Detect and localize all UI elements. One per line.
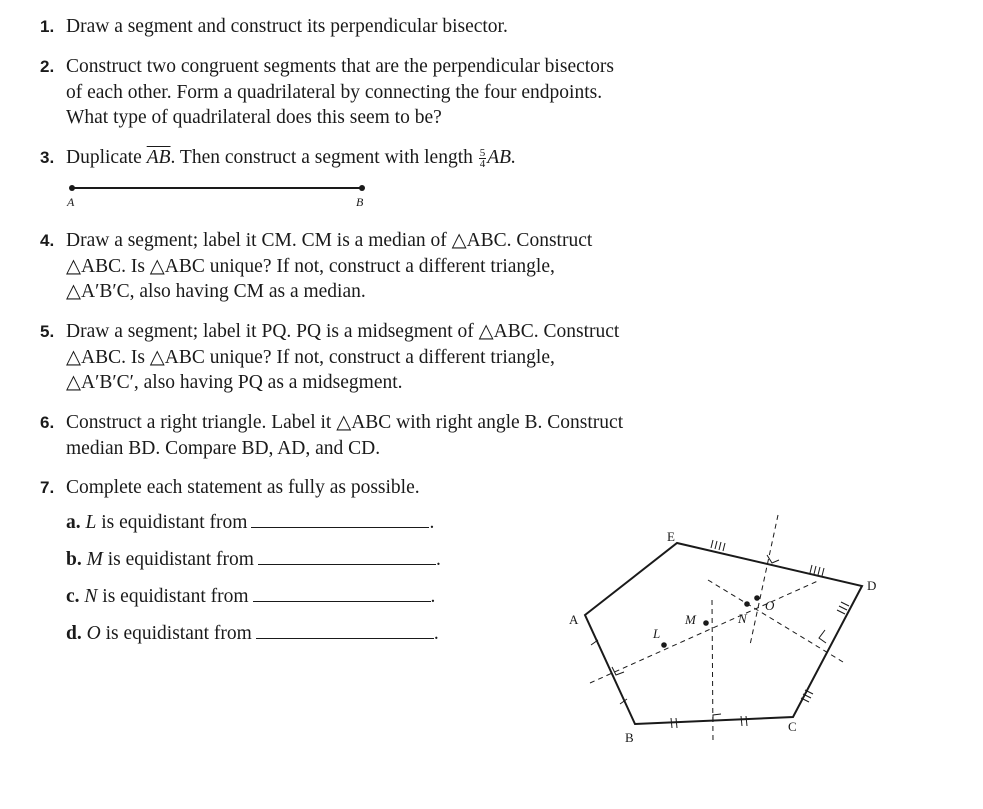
problem-4 — [40, 228, 592, 305]
problem-number: 3. — [40, 148, 55, 167]
segment-ab — [72, 187, 362, 189]
segment-name: $\overline{AB}$ — [146, 147, 171, 168]
vertex-a: A — [569, 612, 579, 627]
bisector-line — [708, 580, 843, 662]
problem-text: Draw a segment; label it CM. CM is a median of △ABC. Construct — [66, 230, 593, 251]
answer-blank[interactable] — [251, 526, 429, 528]
problem-text: Construct two congruent segments that are the perpendicular bisectors — [66, 56, 614, 77]
point-n — [744, 601, 750, 607]
statement-var: N — [84, 586, 98, 607]
vertex-e: E — [667, 529, 675, 544]
problem-6 — [40, 410, 623, 461]
problem-1 — [40, 14, 508, 40]
statement-end: . — [435, 549, 441, 570]
label-m: M — [685, 612, 696, 627]
pentagon — [585, 543, 862, 724]
statement-end: . — [430, 586, 436, 607]
problem-text: . Then construct a segment with length — [170, 147, 478, 168]
problem-text: AB. — [487, 147, 516, 168]
statement-letter: b. — [66, 549, 82, 570]
statement-var: M — [86, 549, 103, 570]
point-l — [661, 642, 667, 648]
problem-number: 2. — [40, 57, 55, 76]
problem-2 — [40, 54, 614, 131]
point-b — [359, 185, 365, 191]
point-m — [703, 620, 709, 626]
statement-end: . — [429, 512, 435, 533]
problem-7 — [40, 475, 420, 501]
problem-3 — [40, 145, 516, 171]
right-angle-mark — [819, 630, 826, 643]
vertex-c: C — [788, 719, 797, 734]
statement-end: . — [433, 623, 439, 644]
answer-blank[interactable] — [256, 637, 434, 639]
problem-text: Duplicate — [66, 147, 147, 168]
statement-letter: c. — [66, 586, 80, 607]
problem-number: 4. — [40, 231, 55, 250]
statement-text: is equidistant from — [97, 586, 249, 607]
problem-number: 5. — [40, 322, 55, 341]
problem-number: 1. — [40, 17, 55, 36]
statement-var: L — [85, 512, 97, 533]
statement-letter: a. — [66, 512, 81, 533]
label-a: A — [67, 195, 75, 209]
tick-mark — [711, 540, 725, 551]
bisector-line — [750, 515, 778, 645]
bisector-line — [590, 580, 820, 683]
right-angle-mark — [767, 555, 779, 563]
fraction — [479, 148, 487, 169]
problem-text: Construct a right triangle. Label it △ABC with right angle B. Construct — [66, 412, 624, 433]
fraction-denominator: 4 — [479, 158, 486, 171]
fraction-numerator: 5 — [479, 147, 486, 160]
tick-mark — [741, 716, 747, 726]
problem-text: △ABC. Is △ABC unique? If not, construct a different triangle, — [66, 255, 555, 277]
answer-blank[interactable] — [253, 600, 431, 602]
problem-text: of each other. Form a quadrilateral by connecting the four endpoints. — [66, 81, 603, 103]
problem-5 — [40, 319, 619, 396]
pentagon-figure — [560, 505, 880, 755]
problem-text: What type of quadrilateral does this seem to be? — [66, 107, 442, 128]
problem-text: Draw a segment and construct its perpendicular bisector. — [66, 16, 508, 37]
problem-number: 6. — [40, 413, 55, 432]
statement-letter: d. — [66, 623, 82, 644]
problem-text: △A′B′C, also having CM as a median. — [66, 281, 366, 302]
answer-blank[interactable] — [258, 563, 436, 565]
problem-text: median BD. Compare BD, AD, and CD. — [66, 437, 381, 459]
vertex-b: B — [625, 730, 634, 745]
problem-text: Complete each statement as fully as possible. — [66, 477, 420, 498]
problem-text: △A′B′C′, also having PQ as a midsegment. — [66, 372, 403, 393]
vertex-d: D — [867, 578, 877, 593]
statement-text: is equidistant from — [96, 512, 248, 533]
label-b: B — [356, 195, 364, 209]
label-o: O — [765, 598, 775, 613]
statement-text: is equidistant from — [100, 623, 252, 644]
statement-d — [66, 623, 439, 645]
label-n: N — [738, 611, 747, 626]
point-a — [69, 185, 75, 191]
statement-b — [66, 549, 441, 571]
label-l: L — [653, 626, 661, 641]
problem-number: 7. — [40, 478, 55, 497]
problem-text: △ABC. Is △ABC unique? If not, construct a different triangle, — [66, 346, 555, 368]
point-o — [754, 595, 760, 601]
statement-a — [66, 512, 434, 534]
problem-text: Draw a segment; label it PQ. PQ is a midsegment of △ABC. Construct — [66, 321, 620, 342]
statement-c — [66, 586, 435, 608]
statement-text: is equidistant from — [102, 549, 254, 570]
statement-var: O — [86, 623, 101, 644]
